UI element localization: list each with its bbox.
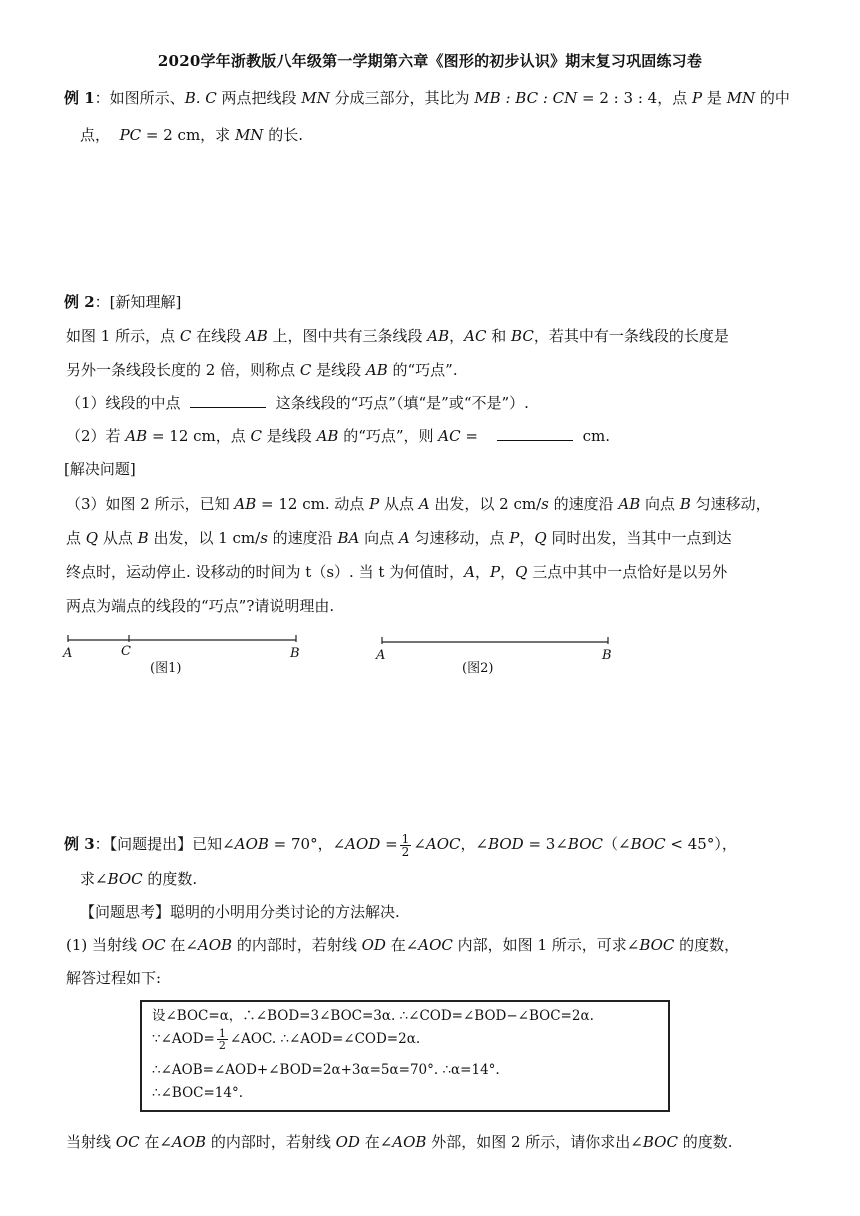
ex1-line1: 例 1：如图所示、B. C 两点把线段 MN 分成三部分，其比为 MB : BC : CN = 2 : 3 : 4，点 P 是 MN 的中 — [64, 89, 790, 107]
ex3-p2: 解答过程如下: — [66, 969, 162, 987]
ex1-line2: 点， PC = 2 cm，求 MN 的长. — [80, 126, 303, 144]
page-title: 2020学年浙教版八年级第一学期第六章《图形的初步认识》期末复习巩固练习卷 — [157, 52, 703, 70]
ex3-line2: 求∠BOC 的度数. — [80, 870, 198, 888]
ex2-q4: 点 Q 从点 B 出发，以 1 cm/s 的速度沿 BA 向点 A 匀速移动，点 P，Q 同时出发，当其中一点到达 — [66, 529, 732, 547]
fig1-label-c: C — [121, 644, 131, 659]
solution-line-1: 设∠BOC=α，∴∠BOD=3∠BOC=3α. ∴∠COD=∠BOD−∠BOC=2α. — [152, 1008, 594, 1024]
solution-fraction-half: $\frac{1}{2}$ — [218, 1027, 226, 1052]
ex3-p1: (1) 当射线 OC 在∠AOB 的内部时，若射线 OD 在∠AOC 内部，如图 1 所示，可求∠BOC 的度数， — [66, 936, 740, 954]
ex2-head2: [解决问题] — [64, 460, 136, 478]
solution-line-3: ∴∠AOB=∠AOD+∠BOD=2α+3α=5α=70°. ∴α=14°. — [152, 1062, 500, 1078]
ex2-q5: 终点时，运动停止. 设移动的时间为 t（s）. 当 t 为何值时，A，P，Q 三点中其中一点恰好是以另外 — [66, 563, 728, 581]
fig1-caption: (图1) — [150, 661, 182, 676]
ex2-q1: （1）线段的中点 这条线段的“巧点”（填“是”或“不是”）. — [66, 394, 529, 412]
ex3-think: 【问题思考】聪明的小明用分类讨论的方法解决. — [80, 903, 400, 921]
figure-2-segment — [374, 634, 624, 654]
ex3-label: 例 3 — [64, 835, 95, 853]
ex1-label: 例 1 — [64, 89, 95, 107]
fig2-label-a: A — [376, 648, 386, 663]
fig1-label-b: B — [290, 646, 300, 661]
ex3-line1: 例 3：【问题提出】已知∠AOB = 70°，∠AOD = $\frac{1}{2}$ ∠AOC，∠BOD = 3∠BOC（∠BOC < 45°）， — [64, 831, 737, 859]
fig2-label-b: B — [602, 648, 612, 663]
ex2-head: 例 2：[新知理解] — [64, 293, 182, 311]
fig2-caption: (图2) — [462, 661, 494, 676]
ex2-q3: （3）如图 2 所示，已知 AB = 12 cm. 动点 P 从点 A 出发，以 2 cm/s 的速度沿 AB 向点 B 匀速移动， — [66, 495, 771, 513]
solution-line-4: ∴∠BOC=14°. — [152, 1085, 243, 1101]
solution-line-2: ∵∠AOD= $\frac{1}{2}$ ∠AOC. ∴∠AOD=∠COD=2α. — [152, 1027, 421, 1052]
solution-box — [140, 1000, 670, 1112]
ex2-q2: （2）若 AB = 12 cm，点 C 是线段 AB 的“巧点”，则 AC = cm. — [66, 427, 610, 445]
ex2-q6: 两点为端点的线段的“巧点”?请说明理由. — [66, 597, 335, 615]
ex2-label: 例 2 — [64, 293, 95, 311]
ex2-p2: 另外一条线段长度的 2 倍，则称点 C 是线段 AB 的“巧点”. — [66, 361, 458, 379]
fraction-half: $\frac{1}{2}$ — [401, 831, 410, 859]
figure-1-segment — [60, 632, 310, 652]
fig1-label-a: A — [63, 646, 73, 661]
ex2-p1: 如图 1 所示，点 C 在线段 AB 上，图中共有三条线段 AB，AC 和 BC，若其中有一条线段的长度是 — [66, 327, 729, 345]
answer-blank-2[interactable] — [497, 426, 573, 441]
ex3-last: 当射线 OC 在∠AOB 的内部时，若射线 OD 在∠AOB 外部，如图 2 所示，请你求出∠BOC 的度数. — [66, 1133, 733, 1151]
answer-blank-1[interactable] — [190, 393, 266, 408]
